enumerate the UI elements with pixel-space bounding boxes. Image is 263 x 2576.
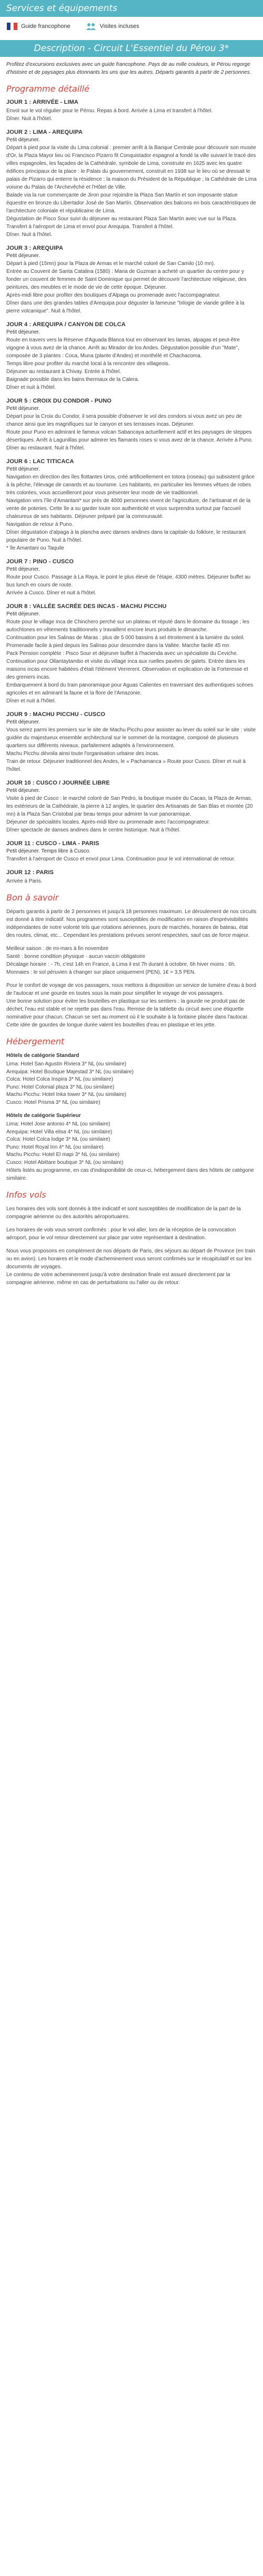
hotel-item: Lima: Hotel Jose antonio 4* NL (ou similaire) <box>6 1121 110 1127</box>
day-title: JOUR 3 : AREQUIPA <box>6 245 64 251</box>
day-meal: Petit déjeuner. <box>6 137 40 143</box>
hotel-item: Colca: Hotel Colca lodge 3* NL (ou similaire) <box>6 1137 110 1142</box>
flag-icon <box>6 22 18 31</box>
day-body: Route pour le village inca de Chinchero perché sur un plateau et réputé dans le domaine du tissage ; les autochtones en vêtements traditionnels y travaillent encore leurs produits le dimanche. Continuation pour les Salinas de Maras : plus de 5 000 bassins à sel étroitement à la lumière du soleil. Promenade facile à pied depuis les Salinas pour descendre dans la Vallée. Marche facile 45 mn Pack Pension complète : Pisco Sour et déjeuner buffet à l'hacienda avec un spécialiste du Ceviche. Continuation pour Ollantaytambo et visite du village inca aux ruelles pavées de galets. Entrée dans les maisons incas encore habitées d'était l'élément Verrerent. Observation et explication de la Forteresse et des greniers incas. Embarquement à bord du train panoramique pour Aguas Calientes en traversant des authentiques scènes agricoles et en admirant la faune et la flore de l'Amazonie. Dîner et nuit à l'hôtel. <box>6 619 254 704</box>
hotel-category-title: Hôtels de catégorie Supérieur <box>6 1113 81 1119</box>
day-title: JOUR 7 : PINO - CUSCO <box>6 559 74 565</box>
service-label: Visites incluses <box>99 23 139 30</box>
day-title: JOUR 9 : MACHU PICCHU - CUSCO <box>6 711 106 718</box>
bon-savoir-content <box>6 908 257 1029</box>
hebergement-content <box>6 1053 257 1167</box>
day-section <box>6 99 257 123</box>
programme-title: Programme détaillé <box>6 84 89 94</box>
day-meal: Petit déjeuner. <box>6 406 40 412</box>
day-body: Départ à pied pour la visite du Lima colonial : premier arrêt à la Banque Centrale pour découvrir son musée d'Or, la Plaza Mayor lieu où Francisco Pizarro fit Conquistador espagnol a fondé la ville suivant le tracé des villes espagnoles, les façades de la Cathédrale, symbole de Lima, construite en 1625 avec les quatre édifices principaux de la place : le Palais du gouvernement, construit en 1938 sur le lieu où se dressait le palais de Pizarro qui enterre la résidence ; la maison du Président de la République ; la Cathédrale de Lima voisine du Palais de l'Archevêché et l'Hôtel de Ville. Balade via la rue commerçante de Jiron pour rejoindre la Plaza San Martín et son imposante statue équestre en bronze du Libertador José de San Martín. Observation des balcons en bois caractéristiques de l'architecture coloniale et républicaine de Lima. Dégustation de Pisco Sour suivi du déjeuner au restaurant Plaza San Martín avec vue sur la Plaza. Transfert à l'aéroport de Lima et envol pour Arequipa. Transfert à l'hôtel. Dîner. Nuit à l'hôtel. <box>6 145 257 238</box>
day-section <box>6 398 257 452</box>
day-body: Envol sur le vol régulier pour le Pérou. Repas à bord. Arrivée à Lima et transfert à l'hôtel. Dîner. Nuit à l'hôtel. <box>6 108 213 122</box>
infos-vols-paragraph: Nous vous proposons en complément de nos départs de Paris, des séjours au départ de Province (en train ou en avion). Les horaires et le mode d'acheminement vous seront confirmés sur le récapitulatif et sur les documents de voyages. Le contenu de votre acheminement jusqu'à votre destination finale est assuré directement par la compagnie aérienne, même en cas de perturbations ou l'aller ou de retour. <box>6 1248 256 1286</box>
infos-vols-title: Infos vols <box>6 1190 46 1200</box>
day-title: JOUR 11 : CUSCO - LIMA - PARIS <box>6 840 99 847</box>
day-meal: Petit déjeuner. <box>6 788 40 794</box>
day-section <box>6 129 257 239</box>
main-content <box>0 57 263 1299</box>
day-body: Route en travers vers la Réserve d'Aguada Blanca tout en observant les lamas, alpagas et peut-être vigogne à vous avez de la chance. Arrêt au Mirador de los Andes. Dégustation possible d'un "Mate", composée de 3 plantes : Coca, Muna (plante d'Andes) et monthélé et Chachacoma. Temps libre pour profiter du marché local à la rencontre des villageois. Déjeuner au restaurant à Chivay. Entrée à l'hôtel. Baignade possible dans les bains thermaux de la Calera. Dîner et nuit à l'hôtel. <box>6 337 240 390</box>
day-body: Départ à pied (15mn) pour la Plaza de Armas et le marché coloré de San Camilo (10 mn). Entrée au Couvent de Santa Catalina (1580) : Maria de Guzman a acheté un quartier du centre pour y fonder un couvent de femmes de Saint Dominique qui permet de découvrir l'architecture religieuse, des peintures, des meubles et le mode de vie de cette époque. Déjeuner. Après-midi libre pour profiter des boutiques d'Alpaga ou promenade avec l'accompagnateur. Dîner dans une des grandes tables d'Arequipa pour déguster la fameuse "trilogie de viande grillée à la pierre volcanique". Nuit à l'hôtel. <box>6 261 247 314</box>
day-title: JOUR 5 : CROIX DU CONDOR - PUNO <box>6 398 112 404</box>
programme-days <box>6 99 257 885</box>
day-body: Transfert à l'aéroport de Cusco et envol pour Lima. Continuation pour le vol international de retour. <box>6 856 236 862</box>
service-item-guide <box>6 22 70 31</box>
day-meal: Petit déjeuner. <box>6 329 40 335</box>
day-title: JOUR 10 : CUSCO / JOURNÉE LIBRE <box>6 780 110 786</box>
day-section <box>6 869 257 885</box>
day-section <box>6 458 257 552</box>
hebergement-note: Hôtels listés au programme, en cas d'indisponibilité de ceux-ci, hébergement dans des hôtels de catégorie similaire. <box>6 1168 254 1181</box>
hotel-item: Colca: Hotel Colca Inspira 3* NL (ou similaire) <box>6 1076 114 1082</box>
hotel-item: Lima: Hotel San Agustin Riviera 3* NL (ou similaire) <box>6 1061 127 1067</box>
hotel-item: Cusco: Hotel Abittare boutique 3* NL (ou similaire) <box>6 1159 124 1165</box>
day-meal: Petit déjeuner. <box>6 253 40 259</box>
bon-savoir-title: Bon à savoir <box>6 893 59 903</box>
day-section <box>6 711 257 773</box>
day-title: JOUR 12 : PARIS <box>6 869 54 876</box>
hotel-item: Arequipa: Hotel Villa elisa 4* NL (ou similaire) <box>6 1129 113 1135</box>
hotel-item: Puno: Hotel Colonial plaza 3* NL (ou similaire) <box>6 1084 115 1090</box>
day-body: Départ pour la Croix du Condor, il sera possible d'observer le vol des condors si vous avez un peu de chance ainsi que les magnifiques sur le canyon et ses terrasses incas. Déjeuner. Route pour Puno en admirant le fameux volcan Sabancaya actuellement actif et les paysages de steppes désertiques. Arrêt à Lagunillas pour admirer les flamants roses si vous avez de la chance. Arrivée à Puno. Dîner au restaurant. Nuit à l'hôtel. <box>6 414 253 451</box>
day-body: Navigation en direction des îles flottantes Uros, créé artificiellement en totora (roseau) qui subsistent grâce à la pêche, l'élevage de canards et au tourisme. Les habitants, en particulier les femmes vêtues de robes très colorées, vous accueilleront pour vous présenter leur mode de vie traditionnel. Navigation vers l'île d'Amantani* sur près de 4000 personnes vivent de l'agriculture, de l'artisanat et de la vente de poteries. Cette île a su garder toute son authenticité et vous surprendra surtout par l'accueil chaleureux de ses habitants. Déjeuner préparé par la communauté. Navigation de retour à Puno. Dîner dégustation d'alpaga à la plancha avec danses andines dans la capitale du folklore, le restaurant populaire de Puno. Nuit à l'hôtel. * île Amantani ou Taquile <box>6 474 255 551</box>
hotel-list <box>6 1061 257 1106</box>
hotel-item: Puno: Hotel Royal Inn 4* NL (ou similaire) <box>6 1144 104 1150</box>
hotel-item: Arequipa: Hotel Boutique Majestad 3* NL (ou similaire) <box>6 1069 134 1075</box>
service-label: Guide francophone <box>21 23 70 30</box>
bon-savoir-paragraph: Pour le confort de voyage de vos passagers, nous mettons à disposition un service de lumière d'eau à bord de l'autocar et une gourde en toutes sous la main pour simplifier le voyage de vos passagers. Une bonne solution pour éviter les bouteilles en plastique sur les sentiers : la gourde ne produit pas de déchet, l'eau est stable et ne rejette pas dans l'eau. Remise de la tablette du circuit avec une étiquette nominative pour chacun. Chacun se sert au moment où il le souhaite à la fontaine placée dans l'autocar. Cette idée de gourdes de longue durée valent les bouteilles d'eau en plastique et les jette. <box>6 983 256 1028</box>
day-title: JOUR 6 : LAC TITICACA <box>6 458 74 465</box>
day-body: Arrivée à Paris. <box>6 878 43 884</box>
intro-text: Profitez d'excursions exclusives avec un guide francophone. Pays de au mille couleurs, le Pérou regorge d'histoire et de paysages plus étonnants les uns que les autres. Départs garantis à partir de 2 personnes. <box>6 62 251 75</box>
day-meal: Petit déjeuner. Temps libre à Cusco. <box>6 848 90 854</box>
day-body: Route pour Cusco. Passage à La Raya, le point le plus élevé de l'étape, 4300 mètres. Déjeuner buffet au bus lunch en cours de route. Arrivée à Cusco. Dîner et nuit à l'hôtel. <box>6 574 251 596</box>
bon-savoir-paragraph: Départs garantis à partir de 2 personnes et jusqu'à 18 personnes maximum. Le déroulement de nos circuits est donné à titre indicatif. Nos programmes sont susceptibles de modification en raison d'imprévisibilités indépendantes de notre volonté tels que rotations aériennes, jours de marchés, horaires de bateau, état des routes, climat, etc... Cependant les prestations prévues seront respectées, sauf cas de force majeur. <box>6 909 257 938</box>
day-section <box>6 321 257 391</box>
hotel-category-title: Hôtels de catégorie Standard <box>6 1053 79 1059</box>
day-body: Visite à pied de Cusco : le marché coloré de San Pedro, la boutique musée du Cacao, la Plaza de Armas, les extérieurs de la Cathédrale, la pierre à 12 angles, le quartier des Artisanats de San Blas et montée (20 mn) à la Plaza San Cristobal par beau temps pour admirer la vue panoramique. Déjeuner de spécialités locales. Après-midi libre ou promenade avec l'accompagnateur. Dîner spectacle de danses andines dans le centre historique. Nuit à l'hôtel. <box>6 796 253 833</box>
people-icon <box>85 22 97 31</box>
bon-savoir-paragraph: Meilleur saison : de mi-mars à fin novembre Santé : bonne condition physique - aucun vaccin obligatoire Décalage horaire : - 7h, c'est 14h en France, à Lima il est 7h durant à octobre, 6h hiver moins : 6h. Monnaies : le sol péruvien à changer sur place uniquement (PEN), 1€ = 3,5 PEN. <box>6 946 236 975</box>
infos-vols-content <box>6 1205 257 1287</box>
day-meal: Petit déjeuner. <box>6 719 40 725</box>
day-section <box>6 603 257 705</box>
description-heading: Description - Circuit L'Essentiel du Pérou 3* <box>0 40 263 57</box>
hotel-list <box>6 1121 257 1167</box>
day-body: Vous serez parmi les premiers sur le site de Machu Picchu pour assister au lever du soleil sur le site : visite guidée du majestueux ensemble architectural sur le sommet de la montagne, composé de plusieurs quartiers sur différents niveaux, parfaitement adaptés à l'environnement. Machu Picchu dévoila ainsi toute l'organisation urbaine des incas. Train de retour. Déjeuner traditionnel des Andes, le « Pachamanca » Route pour Cusco. Dîner et nuit à l'hôtel. <box>6 727 256 772</box>
hotel-item: Cusco: Hotel Prisma 3* NL (ou similaire) <box>6 1099 100 1105</box>
service-item-visites <box>85 22 139 31</box>
day-meal: Petit déjeuner. <box>6 611 40 617</box>
day-title: JOUR 1 : ARRIVÉE - LIMA <box>6 99 78 105</box>
day-section <box>6 840 257 863</box>
infos-vols-paragraph: Les horaires des vols sont donnés à titre indicatif et sont susceptibles de modification de la part de la compagnie aérienne ou des autorités aéroportuaires. <box>6 1206 241 1220</box>
day-meal: Petit déjeuner. <box>6 566 40 572</box>
infos-vols-paragraph: Les horaires de vols vous seront confirmés : pour le vol aller, lors de la réception de la convocation aéroport, pour le vol retour directement sur place par votre représentant à destination. <box>6 1227 236 1241</box>
day-title: JOUR 4 : AREQUIPA / CANYON DE COLCA <box>6 321 126 328</box>
hebergement-title: Hébergement <box>6 1036 65 1046</box>
day-section <box>6 780 257 834</box>
day-section <box>6 245 257 315</box>
hotel-item: Machu Picchu: Hotel Inka tower 3* NL (ou similaire) <box>6 1092 127 1098</box>
day-title: JOUR 2 : LIMA - AREQUIPA <box>6 129 83 135</box>
day-title: JOUR 8 : VALLÉE SACRÉE DES INCAS - MACHU PICCHU <box>6 603 167 610</box>
day-section <box>6 559 257 597</box>
day-meal: Petit déjeuner. <box>6 466 40 472</box>
hotel-item: Machu Picchu: Hotel El mapi 3* NL (ou similaire) <box>6 1152 120 1158</box>
services-heading: Services et équipements <box>0 0 263 17</box>
services-list <box>0 17 263 35</box>
